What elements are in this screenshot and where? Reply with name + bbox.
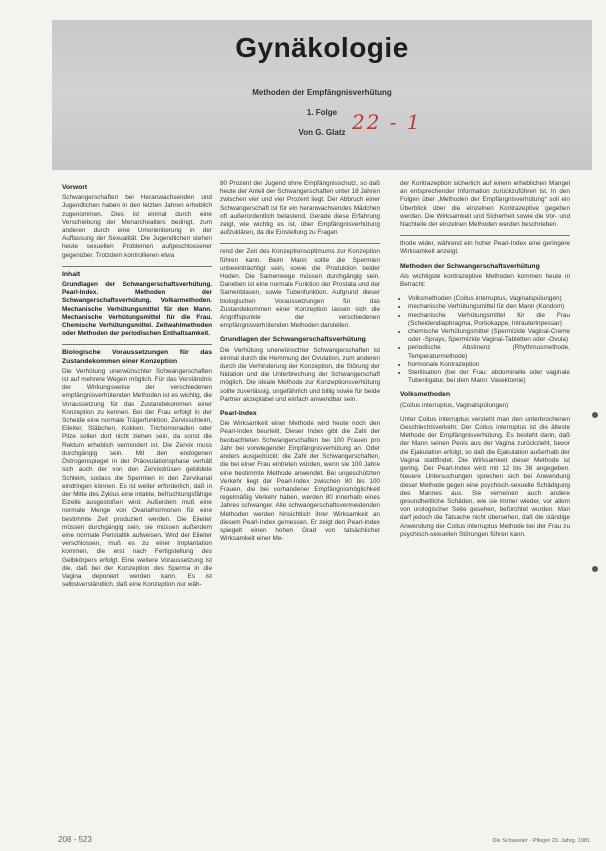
publication-footer: Die Schwester · Pfleger 20. Jahrg. 1981 — [492, 838, 590, 844]
paragraph-konzeption: rend der Zeit des Konzeptionsoptimums zur Konzeption führen kann. Beim Mann sollte die Spermien unbeeinträchtigt sein, sowie die Produktion beider Hoden. Die Samenwege müssen durchgängig sein. Daneben ist eine normale Funktion der Prostata und der Samenblasen, sowie Tubenfunktion. Aufgrund dieser biologischen Voraussetzungen für das Zustandekommen einer Konzeption lassen sich die Angriffspunkte der verschiedenen empfängnisverhütenden Methoden darstellen. — [220, 248, 380, 330]
paragraph-volksmethoden: Unter Coitus interruptus versteht man den unterbrochenen Geschlechtsverkehr. Der Coitus interruptus ist die älteste Methode der Empfängnisverhütung. Es besteht darin, daß der Mann seinen Penis aus der Vagina zurückzieht, bevor die Ejakulation erfolgt, so daß die Ejakulation außerhalb der Vagina stattfindet. Die Wirksamkeit dieser Methode ist gering. Der Pearl-Index wird mit 12 bis 38 angegeben. Neuere Untersuchungen sprechen sich bei Anwendung dieser Methode gegen eine psychisch-sexuelle Schädigung des Mannes aus. Sie verneinen auch andere gesundheitliche Schäden, wie sie immer wieder, vor allem von urologischer Seite gesehen, befürchtet wurden. Man darf jedoch die Tatsache nicht übersehen, daß die ständige Anwendung der Coitus interruptus Methode bei der Frau zu psychisch-sexuellen Störungen führen kann. — [400, 415, 570, 538]
article-subtitle: Methoden der Empfängnisverhütung — [252, 88, 392, 97]
paragraph-grundlagen: Die Verhütung unerwünschter Schwangerschaften ist einmal durch die Hemmung der Ovulation, zum anderen durch die Verhinderung der Konzeption, die Störung der Nidation und die Unterbrechung der Schwangerschaft möglich. Die ideale Methode zur Konzeptionsverhütung sollte zuverlässig, ungefährlich und billig sowie für beide Partner akzeptabel und einfach anwendbar sein. — [220, 346, 380, 403]
divider — [220, 243, 380, 244]
paragraph-biologische: Die Verhütung unerwünschter Schwangerschaften ist auf mehrere Wegen möglich. Für das Verständnis der Wirkungsweise der verschiedenen empfängnisverhütenden Methoden ist es wichtig, die Voraussetzung für das Zustandekommen einer Konzeption zu kennen. Bei der Frau erfolgt in der Scheide eine normale Trägerfunktion, Zervixschleim, Eileiter, Stäbchen, Kokken. Trichomonaden oder Pilze sollen dort nicht ziehen sein, da sonst die Rektum erheblich vermindert ist. Die Zervix muss durchgängig sein. Mit den endogenen Östrogenspiegel in der Präovulationsphase verhält sich auch der von den Zervixdrüsen gebildete Schleim, sodass die Spermien in den Zervikanal eindringen können. Es ist weiter erforderlich, daß in der Mitte des Zyklus eine intakte, befruchtungsfähige Eizelle ausgestoßen wird. Außerdem muß eine normale Menge von Ovarialhormonen für eine bestimmte Zeit produziert werden. Die Eileiter müssen durchgängig sein, sie müssen außerdem eine normale Peristaltik aufweisen. Wird der Eileiter verschlossen, muß es zu einer Implantation kommen, die erst nach Fertigstellung des Gelbkörpers erfolgt. Eine weitere Voraussetzung ist die, daß bei der Konzeption des Sperma in die Vagina deponiert werden kann. Es ist selbstverständlich, daß eine Konzeption nur wäh- — [62, 367, 212, 589]
binder-hole — [592, 412, 598, 418]
section-heading-methoden: Methoden der Schwangerschaftsverhütung — [400, 262, 540, 270]
list-item: • mechanische Verhütungsmittel für den Mann (Kondom) — [408, 303, 570, 311]
divider — [62, 344, 212, 345]
article-part: 1. Folge — [306, 108, 338, 117]
text-column-2 — [220, 180, 380, 549]
list-item: • hormonale Kontrazeption — [408, 361, 570, 369]
methods-list — [400, 295, 570, 385]
list-item: • periodische Abstinenz (Rhythmusmethode, Temperaturmethode) — [408, 344, 570, 360]
list-item: • Sterilisation (bei der Frau: abdominelle oder vaginale Tubenligatur, bei dem Mann: Vasektomie) — [408, 369, 570, 385]
subheading-volksmethoden: (Coitus interruptus, Vaginalspülungen) — [400, 401, 509, 409]
paragraph-pearl-index: Die Wirksamkeit einer Methode wird heute noch den Pearl-Index beurteilt. Dieser Index gibt die Zahl der beobachteten Schwangerschaften bei 100 Frauen pro Jahr bei vorwiegender Empfängnisverhütung an. Oder anders ausgedrückt: die Zahl der Schwangerschaften, die bei einer Frau eintreten würden, wenn sie 100 Jahre eine bestimmte Methode anwendet. Bei ungeschützten Verkehr liegt der Pearl-Index zwischen 80 bis 100 Frauen, die bei vorhandener Empfängnismöglichkeit regelmäßig Verkehr haben, werden 80 innerhalb eines Jahres schwanger. Alle schwangerschaftsvermeidenden Methoden werden hinsichtlich ihrer Wirksamkeit an diesem Pearl-Index gemessen. Er zeigt den Pearl-Index spiegelt einen hohen Grad von tatsächlicher Wirksamkeit einer Me- — [220, 420, 380, 543]
list-item: • chemische Verhütungsmittel (Spermizide Vaginal-Creme oder -Sprays, Spermizide Vaginal-Tabletten oder -Ovula) — [408, 328, 570, 344]
list-item: • mechanische Verhütungsmittel für die Frau (Scheidendiaphragma, Portiokappe, Intrauterinpessar) — [408, 312, 570, 328]
section-heading-inhalt: Inhalt — [62, 270, 81, 278]
text-column-1 — [62, 180, 212, 595]
article-author: Von G. Glatz — [298, 128, 346, 137]
page-number: 208 - 523 — [58, 835, 92, 844]
list-item: • Volksmethoden (Coitus interruptus, Vaginalspülungen) — [408, 295, 570, 303]
divider — [62, 266, 212, 267]
section-heading-volksmethoden: Volksmethoden — [400, 391, 451, 399]
divider — [400, 235, 570, 236]
section-heading-biologische: Biologische Voraussetzungen für das Zustandekommen einer Konzeption — [62, 349, 212, 365]
section-heading-pearl-index: Pearl-Index — [220, 410, 257, 418]
binder-hole — [592, 566, 598, 572]
title-banner — [52, 20, 592, 170]
paragraph-vorwort: Schwangerschaften bei Heranwachsenden und Jugendlichen haben in den letzten Jahren erheblich zugenommen. Dies ist einmal durch eine Verschiebung der Menarchealters bedingt, zum anderen durch eine Umorientierung in der Auffassung der Sexualität. Die Jugendlichen stehen heute sexuellen Problemen aufgeschlossener gegenüber. Trotzdem kontrollieren etwa — [62, 194, 212, 259]
handwritten-note: 22 - 1 — [352, 110, 422, 134]
paragraph-methoden-intro: Als wichtigste kontrazeptive Methoden kommen heute in Betracht: — [400, 272, 570, 289]
page-title: Gynäkologie — [235, 32, 409, 63]
paragraph-kontrazeption: der Kontrazeption sicherlich auf einem erheblichen Mangel an entsprechender Information zurückzuführen ist. In den Folgen über „Methoden der Empfängnisverhütung“ soll ein Überblick über die einzelnen Kontrazeptive gegeben werden. Die Wirksamkeit und Sicherheit sowie die Vor- und Nachteile der einzelnen Methoden werden beschrieben. — [400, 180, 570, 229]
section-heading-vorwort: Vorwort — [62, 184, 88, 191]
paragraph-inhalt: Grundlagen der Schwangerschaftsverhütung. Pearl-Index. Methoden der Schwangerschaftsverhütung. Volkarmethoden. Mechanische Verhütungsmittel für den Mann. Mechanische Verhütungsmittel für die Frau. Chemische Verhütungsmittel. Zeitwahlmethoden oder Methoden der periodischen Enthaltsamkeit. — [62, 281, 212, 338]
text-column-3 — [400, 180, 570, 545]
section-heading-grundlagen: Grundlagen der Schwangerschaftsverhütung — [220, 336, 366, 344]
paragraph-intro-continued: 80 Prozent der Jugend ohne Empfängnisschutz, so daß heute der Anteil der Schwangerschaften unter 18 Jahren zwischen vier und vier Prozent liegt. Der Abbruch einer Schwangerschaft ist für ein heranwachsendes Mädchen oft außerordentlich belastend. Gerade diese Erfahrung zeigt, wie wichtig es ist, über Empfängnisverhütung aufzuklären, da die Einstellung zu Fragen — [220, 180, 380, 237]
paragraph-pearl-continued: thode wider, während ein hoher Pearl-Index eine geringere Wirksamkeit anzeigt. — [400, 240, 570, 256]
